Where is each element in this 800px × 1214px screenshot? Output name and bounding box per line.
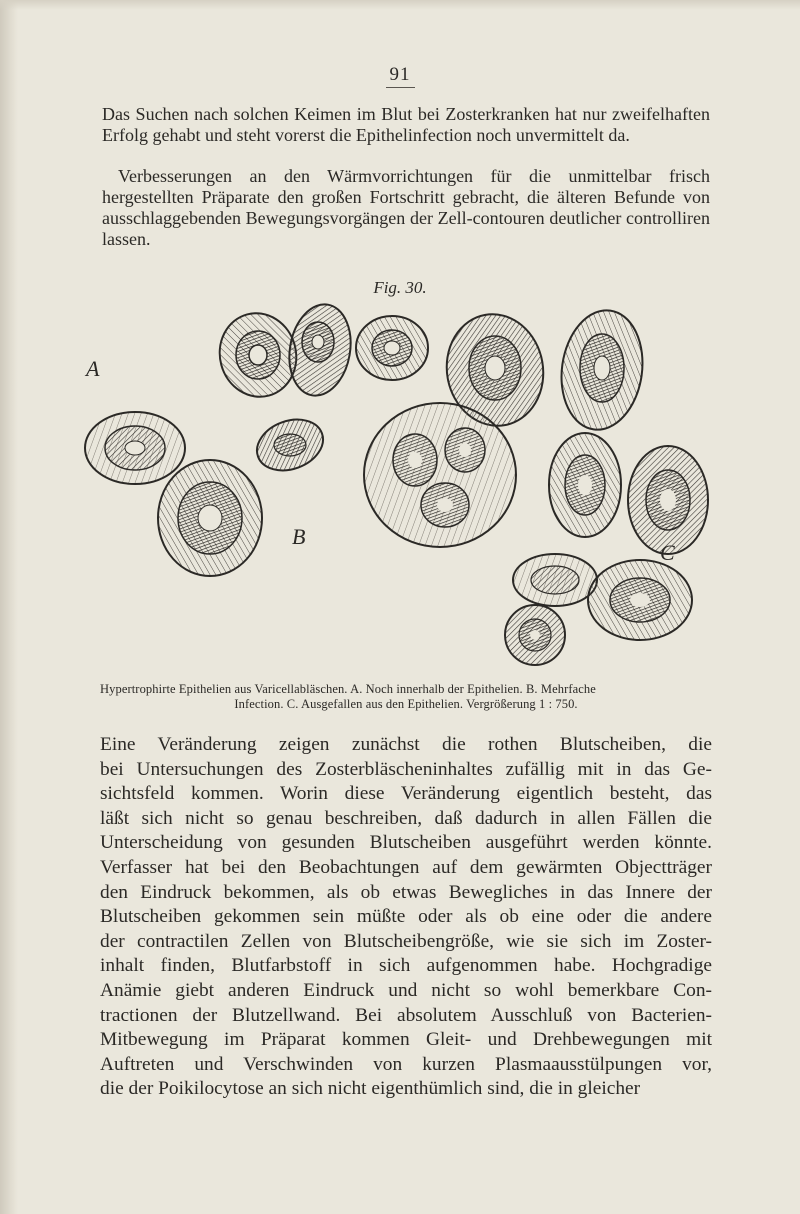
cell-c2 (628, 446, 708, 554)
cell-left-3 (250, 411, 330, 479)
cell-a3 (356, 316, 428, 380)
text-line: den Eindruck bekommen, als ob etwas Bewegliches in das Innere der (100, 881, 712, 903)
page-number: 91 (0, 64, 800, 86)
paragraph-1: Das Suchen nach solchen Keimen im Blut bei Zosterkranken hat nur zweifelhaften Erfolg gehabt und steht vorerst die Epithelinfection noch unvermittelt da. (102, 104, 710, 145)
cell-c3 (513, 554, 597, 606)
page-top-shadow (0, 0, 800, 10)
figure-illustration (80, 300, 720, 672)
text-line: läßt sich nicht so genau beschreiben, daß dadurch in allen Fällen die (100, 807, 712, 829)
marker-c: C (660, 540, 675, 565)
cell-c4 (588, 560, 692, 640)
text-line: tractionen der Blutzellwand. Bei absolutem Ausschluß von Bacterien- (100, 1004, 712, 1026)
text-line: Auftreten und Verschwinden von kurzen Plasmaausstülpungen vor, (100, 1053, 712, 1075)
caption-line-1: Hypertrophirte Epithelien aus Varicellabläschen. A. Noch innerhalb der Epithelien. B. Mehrfache (100, 682, 596, 696)
text-line: Blutscheiben gekommen sein müßte oder als ob eine oder die andere (100, 906, 712, 928)
figure-caption (100, 682, 712, 712)
page-edge-shadow (0, 0, 18, 1214)
text-line: Mitbewegung im Präparat kommen Gleit- und Drehbewegungen mit (100, 1029, 712, 1051)
cell-b-central (364, 403, 516, 547)
text-line: inhalt finden, Blutfarbstoff in sich aufgenommen habe. Hochgradige (100, 955, 712, 977)
text-line: bei Untersuchungen des Zosterbläscheninhaltes zufällig mit in das Ge- (100, 758, 712, 780)
text-line: Unterscheidung von gesunden Blutscheiben ausgeführt werden könnte. (100, 832, 712, 854)
paragraph-2-text: Verbesserungen an den Wärmvorrichtungen für die unmittelbar frisch hergestellten Präparate den großen Fortschritt gebracht, die älteren Befunde von ausschlaggebenden Bewegungsvorgängen der Zell-contouren deutlicher controlliren lassen. (102, 166, 710, 249)
text-line: sichtsfeld kommen. Worin diese Veränderung eigentlich besteht, das (100, 783, 712, 805)
paragraph-2 (102, 166, 710, 250)
cell-c5 (505, 605, 565, 665)
cell-drawing (80, 300, 720, 672)
text-line: der contractilen Zellen von Blutscheibengröße, wie sie sich im Zoster- (100, 930, 712, 952)
caption-line-2: Infection. C. Ausgefallen aus den Epithelien. Vergrößerung 1 : 750. (234, 697, 578, 711)
figure-label: Fig. 30. (373, 278, 427, 297)
cell-a2 (282, 300, 357, 401)
cell-left-2 (158, 460, 262, 576)
cell-left-1 (85, 412, 185, 484)
text-line: Anämie giebt anderen Eindruck und nicht so wohl bemerkbare Con- (100, 979, 712, 1001)
text-line: Eine Veränderung zeigen zunächst die rothen Blutscheiben, die (100, 734, 712, 755)
main-paragraph (100, 733, 712, 1102)
marker-a: A (86, 356, 100, 381)
text-line: die der Poikilocytose an sich nicht eigenthümlich sind, die in gleicher (100, 1078, 641, 1100)
cell-a5 (554, 305, 650, 435)
text-line: Verfasser hat bei den Beobachtungen auf dem gewärmten Objectträger (100, 856, 712, 878)
cell-c1 (549, 433, 621, 537)
marker-b: B (292, 524, 306, 549)
